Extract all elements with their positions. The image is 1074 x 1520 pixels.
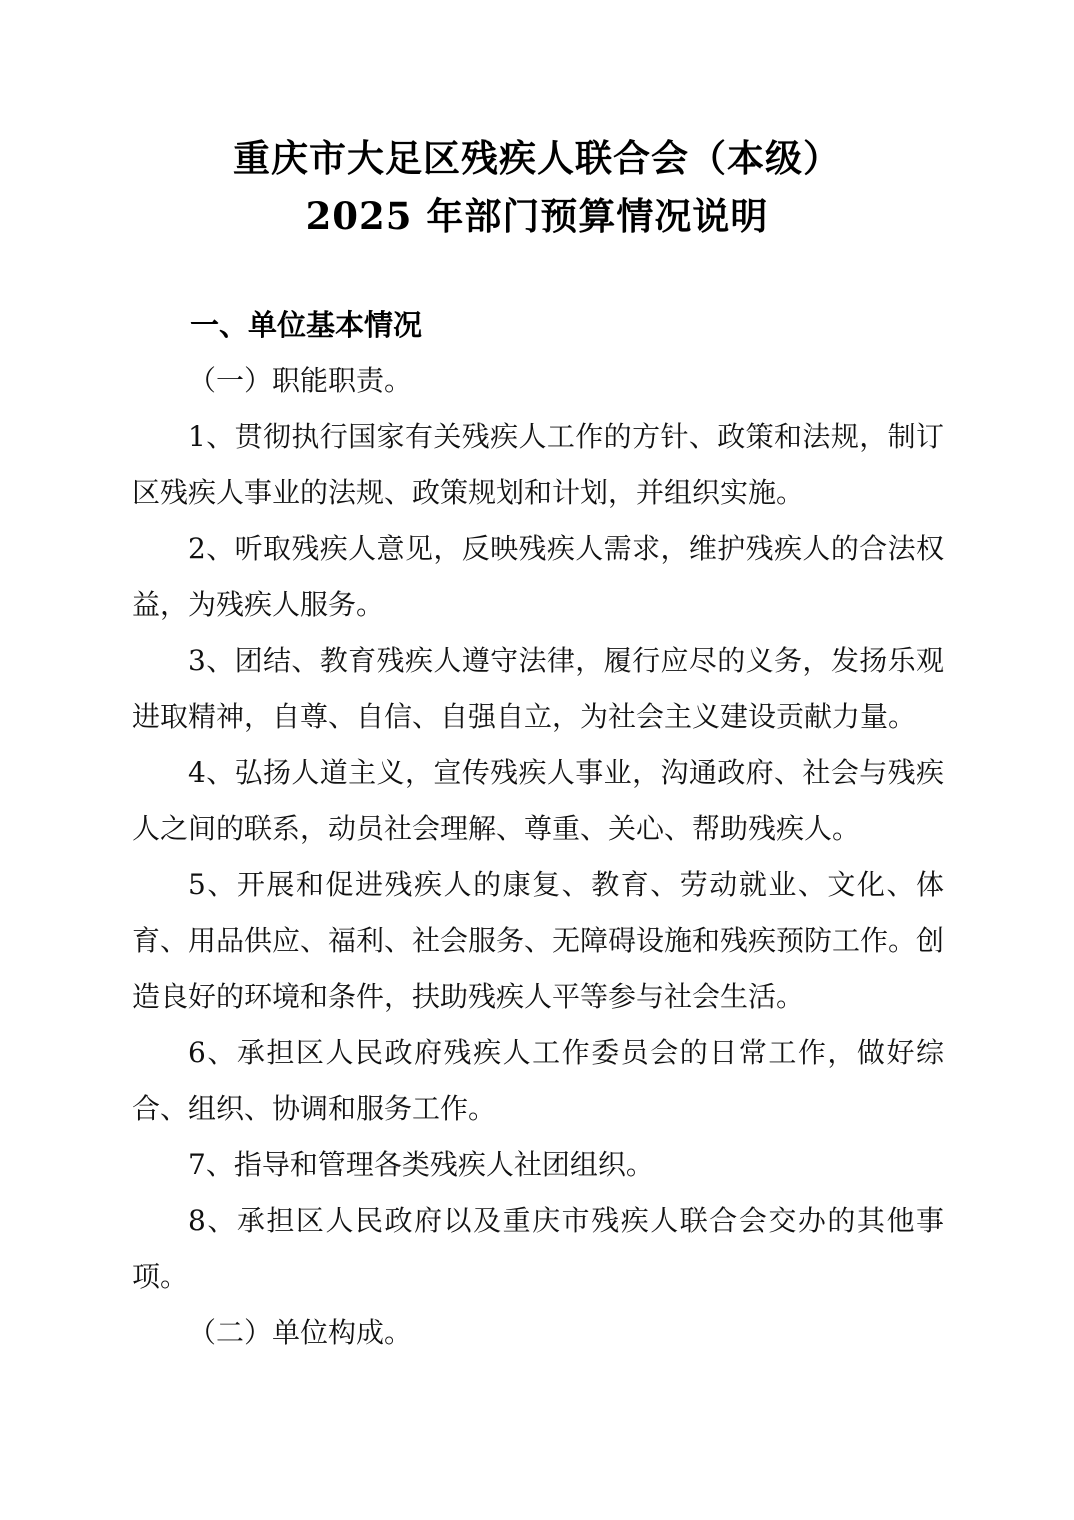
paragraph-subsection-duties: （一）职能职责。	[188, 364, 413, 397]
paragraph-duty-1: 1、贯彻执行国家有关残疾人工作的方针、政策和法规，制订区残疾人事业的法规、政策规划和计划，并组织实施。	[132, 420, 944, 509]
paragraph-duty-2: 2、听取残疾人意见，反映残疾人需求，维护残疾人的合法权益，为残疾人服务。	[132, 532, 944, 621]
paragraph-duty-3: 3、团结、教育残疾人遵守法律，履行应尽的义务，发扬乐观进取精神，自尊、自信、自强自立，为社会主义建设贡献力量。	[132, 644, 944, 733]
section-heading-basic-info: 一、单位基本情况	[190, 308, 423, 342]
paragraph-duty-4: 4、弘扬人道主义，宣传残疾人事业，沟通政府、社会与残疾人之间的联系，动员社会理解、尊重、关心、帮助残疾人。	[132, 756, 944, 845]
document-body	[132, 297, 944, 1361]
document-title	[0, 129, 1074, 245]
paragraph-duty-6: 6、承担区人民政府残疾人工作委员会的日常工作，做好综合、组织、协调和服务工作。	[132, 1036, 944, 1125]
paragraph-subsection-composition: （二）单位构成。	[188, 1316, 413, 1349]
document-title-line1: 重庆市大足区残疾人联合会（本级）	[233, 136, 841, 180]
paragraph-duty-5: 5、开展和促进残疾人的康复、教育、劳动就业、文化、体育、用品供应、福利、社会服务、无障碍设施和残疾预防工作。创造良好的环境和条件，扶助残疾人平等参与社会生活。	[132, 868, 945, 1013]
document-title-line2: 2025 年部门预算情况说明	[305, 194, 769, 238]
paragraph-duty-8: 8、承担区人民政府以及重庆市残疾人联合会交办的其他事项。	[132, 1204, 944, 1293]
paragraph-duty-7: 7、指导和管理各类残疾人社团组织。	[188, 1148, 654, 1181]
